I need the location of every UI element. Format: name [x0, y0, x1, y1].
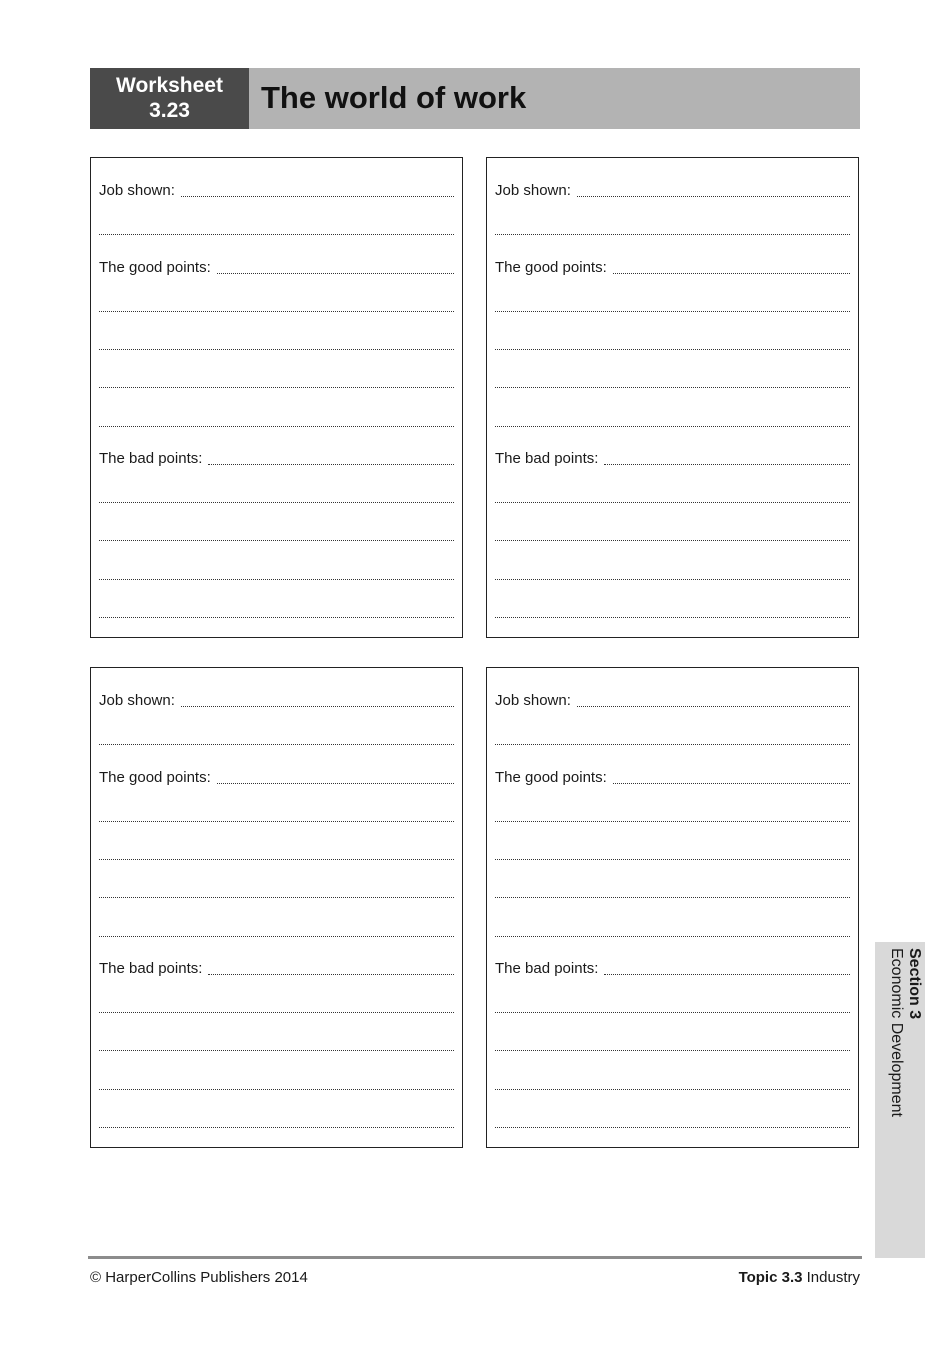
good-points-answer-line[interactable] — [99, 843, 454, 863]
good-points-row[interactable] — [99, 257, 454, 277]
job-shown-answer-line[interactable] — [99, 218, 454, 238]
dotted-writing-line[interactable] — [495, 1050, 850, 1051]
bad-points-answer-line[interactable] — [495, 486, 850, 506]
worksheet-number: 3.23 — [149, 99, 190, 122]
dotted-writing-line[interactable] — [99, 617, 454, 618]
bad-points-row[interactable] — [495, 448, 850, 468]
bad-points-answer-line[interactable] — [495, 563, 850, 583]
dotted-writing-line[interactable] — [99, 859, 454, 860]
job-shown-label: Job shown: — [99, 182, 175, 199]
good-points-answer-line[interactable] — [495, 843, 850, 863]
bad-points-answer-line[interactable] — [99, 996, 454, 1016]
bad-points-label: The bad points: — [495, 450, 599, 467]
dotted-writing-line[interactable] — [99, 311, 454, 312]
dotted-writing-line[interactable] — [99, 579, 454, 580]
dotted-writing-line[interactable] — [495, 540, 850, 541]
footer-copyright: © HarperCollins Publishers 2014 — [90, 1269, 308, 1286]
dotted-writing-line[interactable] — [99, 502, 454, 503]
bad-points-label: The bad points: — [99, 450, 203, 467]
job-shown-row[interactable] — [495, 180, 850, 200]
good-points-answer-line[interactable] — [99, 295, 454, 315]
section-side-tab — [875, 942, 925, 1258]
footer-topic-number: Topic 3.3 — [738, 1269, 803, 1286]
good-points-answer-line[interactable] — [495, 920, 850, 940]
worksheet-badge — [90, 68, 249, 129]
job-shown-row[interactable] — [495, 690, 850, 710]
footer-topic — [739, 1269, 860, 1286]
dotted-writing-line[interactable] — [99, 821, 454, 822]
bad-points-label: The bad points: — [495, 960, 599, 977]
bad-points-answer-line[interactable] — [495, 1034, 850, 1054]
dotted-writing-line[interactable] — [99, 426, 454, 427]
bad-points-row[interactable] — [495, 958, 850, 978]
bad-points-answer-line[interactable] — [495, 601, 850, 621]
good-points-row[interactable] — [99, 767, 454, 787]
bad-points-answer-line[interactable] — [495, 996, 850, 1016]
page-title: The world of work — [261, 80, 527, 115]
good-points-answer-line[interactable] — [99, 805, 454, 825]
good-points-answer-line[interactable] — [495, 805, 850, 825]
bad-points-answer-line[interactable] — [99, 1034, 454, 1054]
footer-topic-name: Industry — [802, 1269, 860, 1286]
bad-points-row[interactable] — [99, 958, 454, 978]
dotted-writing-line[interactable] — [99, 936, 454, 937]
dotted-writing-line[interactable] — [99, 1012, 454, 1013]
dotted-writing-line[interactable] — [495, 744, 850, 745]
good-points-answer-line[interactable] — [495, 410, 850, 430]
dotted-writing-line[interactable] — [99, 540, 454, 541]
dotted-writing-line[interactable] — [495, 502, 850, 503]
footer-divider — [88, 1256, 862, 1259]
dotted-writing-line[interactable] — [613, 273, 850, 274]
good-points-answer-line[interactable] — [495, 881, 850, 901]
dotted-writing-line[interactable] — [495, 897, 850, 898]
bad-points-answer-line[interactable] — [99, 1111, 454, 1131]
dotted-writing-line[interactable] — [495, 1127, 850, 1128]
dotted-writing-line[interactable] — [495, 579, 850, 580]
dotted-writing-line[interactable] — [604, 464, 850, 465]
good-points-row[interactable] — [495, 767, 850, 787]
bad-points-answer-line[interactable] — [99, 486, 454, 506]
dotted-writing-line[interactable] — [495, 1089, 850, 1090]
dotted-writing-line[interactable] — [495, 821, 850, 822]
good-points-label: The good points: — [495, 769, 607, 786]
dotted-writing-line[interactable] — [495, 426, 850, 427]
dotted-writing-line[interactable] — [495, 859, 850, 860]
good-points-answer-line[interactable] — [99, 410, 454, 430]
dotted-writing-line[interactable] — [495, 311, 850, 312]
good-points-label: The good points: — [99, 769, 211, 786]
good-points-answer-line[interactable] — [99, 920, 454, 940]
job-shown-label: Job shown: — [495, 692, 571, 709]
panel-bottom-right — [486, 667, 859, 1148]
dotted-writing-line[interactable] — [495, 349, 850, 350]
dotted-writing-line[interactable] — [181, 706, 454, 707]
dotted-writing-line[interactable] — [99, 897, 454, 898]
dotted-writing-line[interactable] — [99, 744, 454, 745]
dotted-writing-line[interactable] — [181, 196, 454, 197]
dotted-writing-line[interactable] — [604, 974, 850, 975]
bad-points-answer-line[interactable] — [99, 601, 454, 621]
job-shown-label: Job shown: — [99, 692, 175, 709]
title-bar — [249, 68, 860, 129]
bad-points-row[interactable] — [99, 448, 454, 468]
section-subtitle: Economic Development — [888, 948, 905, 1117]
dotted-writing-line[interactable] — [208, 464, 454, 465]
job-shown-answer-line[interactable] — [495, 728, 850, 748]
job-shown-row[interactable] — [99, 180, 454, 200]
job-shown-answer-line[interactable] — [495, 218, 850, 238]
bad-points-answer-line[interactable] — [495, 524, 850, 544]
dotted-writing-line[interactable] — [208, 974, 454, 975]
dotted-writing-line[interactable] — [613, 783, 850, 784]
good-points-answer-line[interactable] — [495, 295, 850, 315]
section-side-tab-text — [887, 948, 923, 1248]
good-points-answer-line[interactable] — [99, 333, 454, 353]
dotted-writing-line[interactable] — [495, 234, 850, 235]
dotted-writing-line[interactable] — [495, 936, 850, 937]
dotted-writing-line[interactable] — [99, 387, 454, 388]
job-shown-label: Job shown: — [495, 182, 571, 199]
job-shown-answer-line[interactable] — [99, 728, 454, 748]
dotted-writing-line[interactable] — [217, 273, 454, 274]
worksheet-label: Worksheet — [116, 74, 223, 97]
dotted-writing-line[interactable] — [495, 387, 850, 388]
panel-bottom-left — [90, 667, 463, 1148]
bad-points-answer-line[interactable] — [99, 1073, 454, 1093]
job-shown-row[interactable] — [99, 690, 454, 710]
bad-points-answer-line[interactable] — [495, 1073, 850, 1093]
good-points-answer-line[interactable] — [495, 371, 850, 391]
good-points-row[interactable] — [495, 257, 850, 277]
bad-points-answer-line[interactable] — [99, 563, 454, 583]
bad-points-answer-line[interactable] — [495, 1111, 850, 1131]
good-points-answer-line[interactable] — [99, 881, 454, 901]
dotted-writing-line[interactable] — [217, 783, 454, 784]
panel-top-right — [486, 157, 859, 638]
dotted-writing-line[interactable] — [495, 617, 850, 618]
dotted-writing-line[interactable] — [99, 1050, 454, 1051]
good-points-label: The good points: — [99, 259, 211, 276]
good-points-answer-line[interactable] — [495, 333, 850, 353]
bad-points-label: The bad points: — [99, 960, 203, 977]
bad-points-answer-line[interactable] — [99, 524, 454, 544]
good-points-label: The good points: — [495, 259, 607, 276]
dotted-writing-line[interactable] — [99, 1089, 454, 1090]
good-points-answer-line[interactable] — [99, 371, 454, 391]
dotted-writing-line[interactable] — [99, 1127, 454, 1128]
dotted-writing-line[interactable] — [577, 706, 850, 707]
dotted-writing-line[interactable] — [577, 196, 850, 197]
dotted-writing-line[interactable] — [99, 234, 454, 235]
section-number: Section 3 — [906, 948, 923, 1020]
dotted-writing-line[interactable] — [495, 1012, 850, 1013]
panel-top-left — [90, 157, 463, 638]
dotted-writing-line[interactable] — [99, 349, 454, 350]
